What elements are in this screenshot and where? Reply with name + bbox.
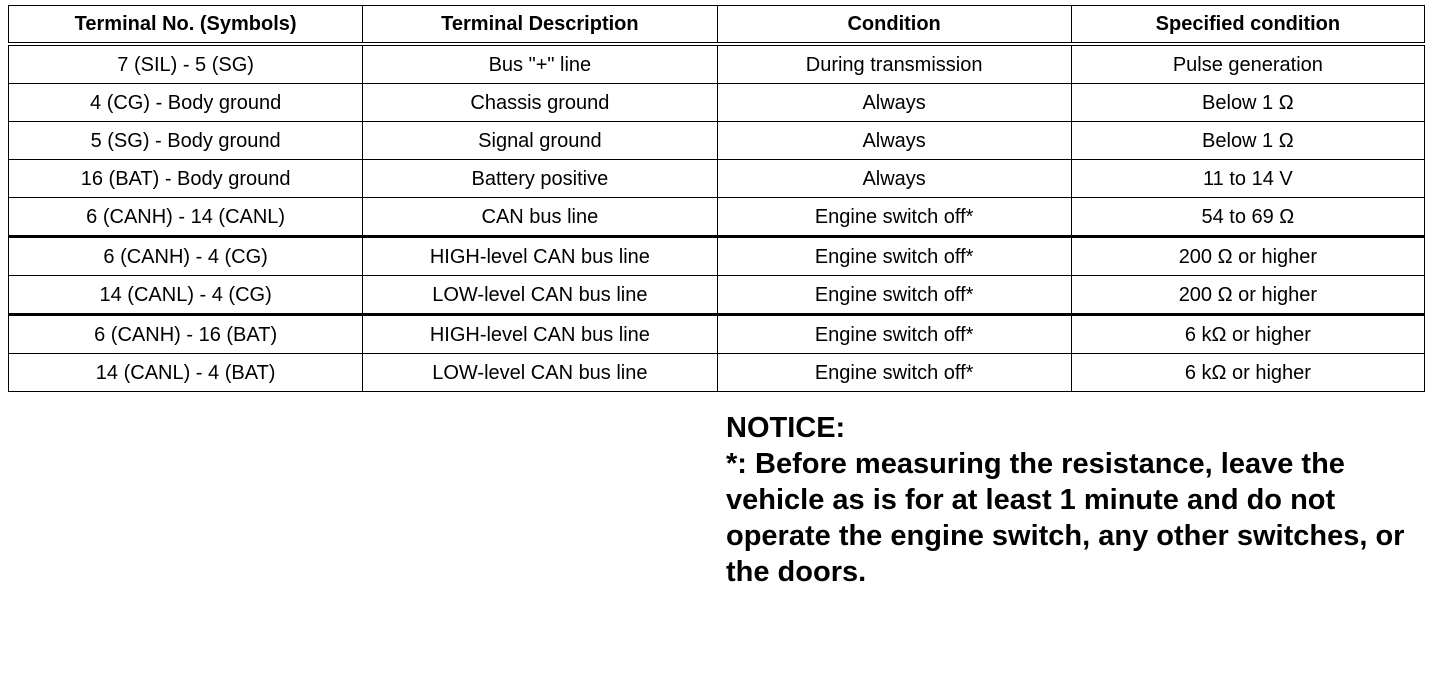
cell-condition: During transmission [717, 44, 1071, 84]
header-specified-condition: Specified condition [1071, 6, 1424, 45]
cell-terminal-no: 6 (CANH) - 14 (CANL) [9, 198, 363, 237]
cell-terminal-no: 6 (CANH) - 4 (CG) [9, 237, 363, 276]
cell-terminal-no: 7 (SIL) - 5 (SG) [9, 44, 363, 84]
cell-terminal-no: 14 (CANL) - 4 (CG) [9, 276, 363, 315]
table-header-row [9, 6, 1425, 45]
header-terminal-no: Terminal No. (Symbols) [9, 6, 363, 45]
header-condition: Condition [717, 6, 1071, 45]
table-row [9, 237, 1425, 276]
cell-specified-condition: Pulse generation [1071, 44, 1424, 84]
cell-specified-condition: Below 1 Ω [1071, 122, 1424, 160]
cell-condition: Engine switch off* [717, 237, 1071, 276]
cell-terminal-no: 5 (SG) - Body ground [9, 122, 363, 160]
header-terminal-description: Terminal Description [363, 6, 717, 45]
cell-terminal-description: HIGH-level CAN bus line [363, 315, 717, 354]
cell-terminal-description: Signal ground [363, 122, 717, 160]
cell-specified-condition: 6 kΩ or higher [1071, 315, 1424, 354]
cell-terminal-no: 14 (CANL) - 4 (BAT) [9, 354, 363, 392]
table-row [9, 122, 1425, 160]
cell-terminal-no: 4 (CG) - Body ground [9, 84, 363, 122]
table-row [9, 315, 1425, 354]
cell-specified-condition: 200 Ω or higher [1071, 237, 1424, 276]
cell-terminal-description: Chassis ground [363, 84, 717, 122]
notice-block [726, 410, 1426, 590]
notice-text: *: Before measuring the resistance, leave the vehicle as is for at least 1 minute and do not operate the engine switch, any other switches, or the doors. [726, 448, 1405, 588]
cell-specified-condition: Below 1 Ω [1071, 84, 1424, 122]
cell-condition: Engine switch off* [717, 354, 1071, 392]
notice-title: NOTICE: [726, 412, 846, 444]
cell-condition: Always [717, 84, 1071, 122]
table-row [9, 160, 1425, 198]
cell-specified-condition: 54 to 69 Ω [1071, 198, 1424, 237]
table-row [9, 84, 1425, 122]
cell-terminal-no: 6 (CANH) - 16 (BAT) [9, 315, 363, 354]
table-row [9, 198, 1425, 237]
cell-terminal-description: LOW-level CAN bus line [363, 354, 717, 392]
cell-terminal-description: Bus "+" line [363, 44, 717, 84]
cell-condition: Always [717, 122, 1071, 160]
cell-condition: Engine switch off* [717, 276, 1071, 315]
cell-condition: Engine switch off* [717, 198, 1071, 237]
cell-terminal-description: HIGH-level CAN bus line [363, 237, 717, 276]
cell-specified-condition: 6 kΩ or higher [1071, 354, 1424, 392]
terminal-spec-table [8, 5, 1425, 392]
cell-specified-condition: 11 to 14 V [1071, 160, 1424, 198]
cell-condition: Always [717, 160, 1071, 198]
cell-terminal-no: 16 (BAT) - Body ground [9, 160, 363, 198]
table-row [9, 276, 1425, 315]
cell-terminal-description: CAN bus line [363, 198, 717, 237]
table-row [9, 354, 1425, 392]
cell-terminal-description: LOW-level CAN bus line [363, 276, 717, 315]
cell-condition: Engine switch off* [717, 315, 1071, 354]
cell-terminal-description: Battery positive [363, 160, 717, 198]
cell-specified-condition: 200 Ω or higher [1071, 276, 1424, 315]
table-row [9, 44, 1425, 84]
